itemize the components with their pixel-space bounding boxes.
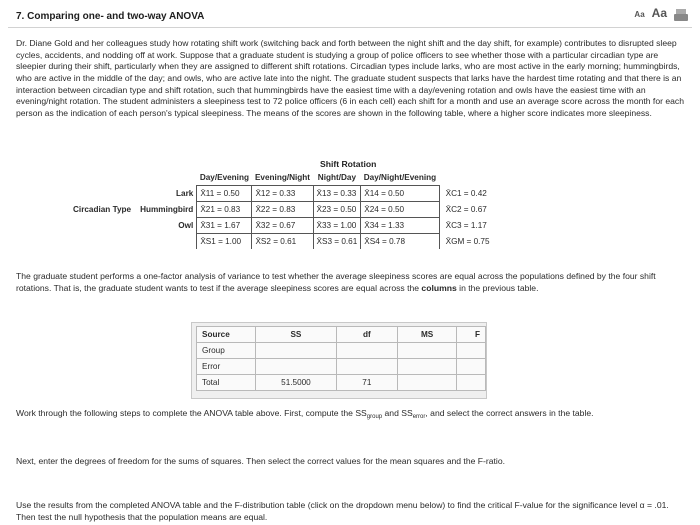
df-total-value: 71: [336, 375, 397, 391]
row-mean: X̄C3 = 1.17: [445, 220, 487, 230]
row-label-lark: Lark: [176, 188, 194, 198]
anova-header-source: Source: [197, 327, 256, 343]
anova-header-ss: SS: [255, 327, 336, 343]
col-header: Day/Night/Evening: [363, 172, 437, 182]
increase-font-button[interactable]: Aa: [651, 6, 667, 20]
anova-table-panel: [191, 322, 487, 399]
row-label-hummingbird: Hummingbird: [140, 204, 194, 214]
mean-cell: X̄31 = 1.67: [197, 218, 252, 234]
row-mean: X̄C2 = 0.67: [445, 204, 487, 214]
shift-rotation-heading: Shift Rotation: [320, 159, 377, 169]
anova-header-ms: MS: [397, 327, 457, 343]
ss-group-input[interactable]: [255, 343, 336, 359]
ss-error-field[interactable]: [261, 361, 321, 372]
df-error-input[interactable]: [336, 359, 397, 375]
mean-cell: X̄13 = 0.33: [313, 186, 361, 202]
ss-total-value: 51.5000: [255, 375, 336, 391]
shift-means-table: [70, 170, 493, 249]
mean-cell: X̄21 = 0.83: [197, 202, 252, 218]
toolbar: [634, 5, 688, 21]
mean-cell: X̄34 = 1.33: [361, 218, 439, 234]
anova-header-df: df: [336, 327, 397, 343]
emphasis-columns: columns: [421, 282, 457, 293]
col-header: Day/Evening: [199, 172, 249, 182]
mean-cell: X̄14 = 0.50: [361, 186, 439, 202]
anova-source-group: Group: [197, 343, 256, 359]
mean-cell: X̄33 = 1.00: [313, 218, 361, 234]
ms-error-input[interactable]: [397, 359, 457, 375]
ms-group-input[interactable]: [397, 343, 457, 359]
ss-group-field[interactable]: [261, 345, 321, 356]
grand-mean: X̄GM = 0.75: [445, 236, 490, 246]
col-header: Evening/Night: [254, 172, 311, 182]
print-icon[interactable]: [674, 9, 688, 21]
df-group-input[interactable]: [336, 343, 397, 359]
next-instructions: Next, enter the degrees of freedom for the sums of squares. Then select the correct values for the mean squares and the F-ratio.: [16, 456, 505, 466]
anova-source-error: Error: [197, 359, 256, 375]
column-mean: X̄S2 = 0.61: [252, 234, 313, 250]
row-label-owl: Owl: [178, 220, 194, 230]
mean-cell: X̄11 = 0.50: [197, 186, 252, 202]
analysis-paragraph: The graduate student performs a one-factor analysis of variance to test whether the average sleepiness scores are equal across the populations defined by the four shift rotations. That is, the graduate student wants to test if the average sleepiness scores are equal across the columns in the previous table.: [16, 271, 656, 293]
ss-error-input[interactable]: [255, 359, 336, 375]
mean-cell: X̄22 = 0.83: [252, 202, 313, 218]
intro-paragraph: Dr. Diane Gold and her colleagues study how rotating shift work (switching back and forth between the night shift and the day shift, for example) contributes to disrupted sleep cycles, accidents, and nodding off at work. Suppose that a graduate student is studying a group of police officers to see whether those with a particular circadian type are sleepier during their shift, particularly when they are assigned to different shift rotations. Circadian types include larks, who are most active in the early morning; hummingbirds, who are active in the middle of the day; and owls, who are active late into the night. The graduate student suspects that larks have the hardest time rotating and that there is an interaction between circadian type and shift rotation, such that hummingbirds have the easiest time with a day/evening rotation and owls have the easiest time with an evening/night rotation. The student administers a sleepiness test to 72 police officers (6 in each cell) each shift for a month and use an average score across the month for each person as the indication of each person's typical sleepiness. The means of the scores are shown in the following table, where a higher score indicates more sleepiness.: [16, 38, 684, 119]
col-header: Night/Day: [317, 172, 356, 182]
mean-cell: X̄23 = 0.50: [313, 202, 361, 218]
column-mean: X̄S1 = 1.00: [197, 234, 252, 250]
anova-source-total: Total: [197, 375, 256, 391]
f-ratio-input[interactable]: [457, 343, 486, 359]
mean-cell: X̄12 = 0.33: [252, 186, 313, 202]
anova-table: [196, 326, 486, 391]
question-title: 7. Comparing one- and two-way ANOVA: [16, 11, 205, 22]
decrease-font-button[interactable]: Aa: [634, 10, 645, 20]
circadian-type-label: Circadian Type: [73, 204, 132, 214]
work-instructions: Work through the following steps to complete the ANOVA table above. First, compute the $SS_{group}$ and $SS_{error}$, and select the correct answers in the table.: [16, 408, 594, 420]
use-instructions: Use the results from the completed ANOVA table and the F-distribution table (click on the dropdown menu below) to find the critical F-value for the significance level α = .01. Then test the null hypothesis that the population means are equal.: [16, 500, 669, 522]
anova-header-f: F: [457, 327, 486, 343]
title-divider: [8, 27, 692, 28]
mean-cell: X̄32 = 0.67: [252, 218, 313, 234]
row-mean: X̄C1 = 0.42: [445, 188, 487, 198]
column-mean: X̄S3 = 0.61: [313, 234, 361, 250]
mean-cell: X̄24 = 0.50: [361, 202, 439, 218]
column-mean: X̄S4 = 0.78: [361, 234, 439, 250]
